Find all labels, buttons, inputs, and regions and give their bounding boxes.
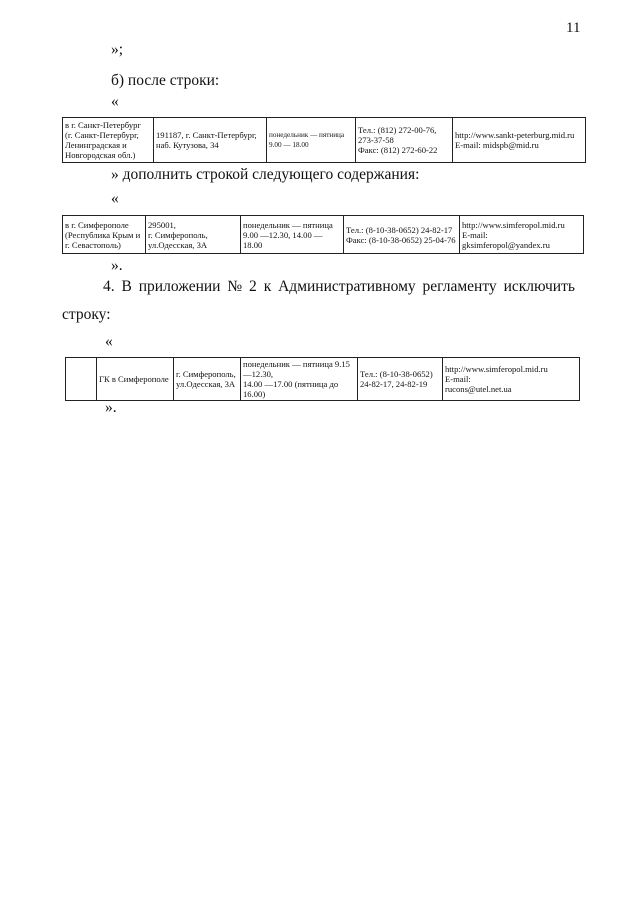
paragraph-word: приложении <box>138 278 221 295</box>
paragraph-word: 4. <box>103 278 115 295</box>
paragraph-4-line-1 <box>103 278 575 296</box>
closing-quote-2: ». <box>111 257 123 274</box>
table-cell: Тел.: (812) 272-00-76, 273-37-58 Факс: (812) 272-60-22 <box>356 118 453 163</box>
table-cell: понедельник — пятница 9.15 —12.30, 14.00 —17.00 (пятница до 16.00) <box>241 358 358 401</box>
table-cell: в г. Симферополе (Республика Крым и г. Севастополь) <box>63 216 146 254</box>
table-cell: Тел.: (8-10-38-0652) 24-82-17, 24-82-19 <box>358 358 443 401</box>
table-cell: понедельник — пятница 9.00 —12.30, 14.00 —18.00 <box>241 216 344 254</box>
paragraph-word: В <box>121 278 132 295</box>
table-cell <box>66 358 97 401</box>
table-sankt-peterburg <box>62 117 586 163</box>
opening-quote-3: « <box>105 333 113 350</box>
item-b-heading: б) после строки: <box>111 72 220 89</box>
paragraph-word: исключить <box>503 278 575 295</box>
table-cell: в г. Санкт-Петербург (г. Санкт-Петербург, Ленинградская и Новгородская обл.) <box>63 118 154 163</box>
closing-quote-3: ». <box>105 399 117 416</box>
paragraph-word: Административному <box>278 278 416 295</box>
table-cell: г. Симферополь, ул.Одесская, 3А <box>174 358 241 401</box>
opening-quote-2: « <box>111 190 119 207</box>
paragraph-word: регламенту <box>422 278 497 295</box>
paragraph-word: № <box>227 278 243 295</box>
table-cell: Тел.: (8-10-38-0652) 24-82-17 Факс: (8-10-38-0652) 25-04-76 <box>344 216 460 254</box>
table-cell: http://www.sankt-peterburg.mid.ru E-mail: midspb@mid.ru <box>453 118 586 163</box>
table-row <box>66 358 580 401</box>
paragraph-word: 2 <box>249 278 257 295</box>
table-cell: понедельник — пятница 9.00 — 18.00 <box>267 118 356 163</box>
table-cell: http://www.simferopol.mid.ru E-mail: rucons@utel.net.ua <box>443 358 580 401</box>
page-number: 11 <box>566 20 581 36</box>
table-cell: 295001, г. Симферополь, ул.Одесская, 3А <box>146 216 241 254</box>
table-cell: http://www.simferopol.mid.ru E-mail: gksimferopol@yandex.ru <box>460 216 584 254</box>
table-row <box>63 118 586 163</box>
add-line-heading: » дополнить строкой следующего содержания: <box>111 166 420 183</box>
table-cell: 191187, г. Санкт-Петербург, наб. Кутузова, 34 <box>154 118 267 163</box>
table-row <box>63 216 584 254</box>
paragraph-word: к <box>263 278 272 295</box>
table-cell: ГК в Симферополе <box>97 358 174 401</box>
closing-quote-1: »; <box>111 41 124 58</box>
opening-quote-1: « <box>111 93 119 110</box>
table-simferopol <box>62 215 584 254</box>
paragraph-4-line-2: строку: <box>62 306 111 323</box>
table-gk-simferopol <box>65 357 580 401</box>
